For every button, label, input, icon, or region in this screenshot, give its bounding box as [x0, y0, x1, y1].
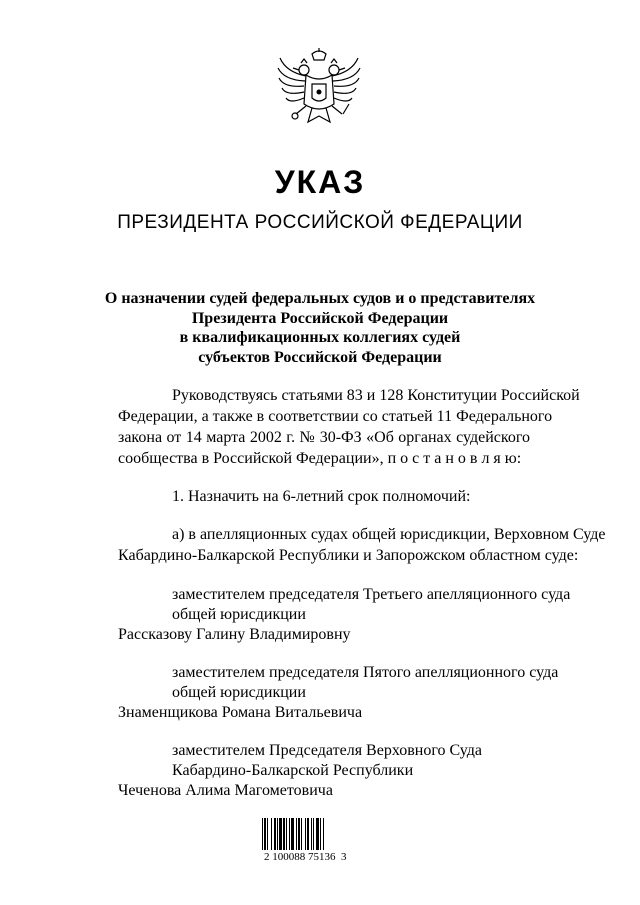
position-line: заместителем председателя Пятого апелляционного суда [172, 664, 559, 681]
position-line: заместителем председателя Третьего апелляционного суда [172, 586, 571, 603]
barcode-bar [267, 818, 268, 850]
position-line: заместителем Председателя Верховного Суда [172, 742, 482, 759]
barcode-bar [289, 818, 290, 850]
heading-line: в квалификационных коллегиях судей [179, 329, 461, 346]
barcode-bar [301, 818, 302, 850]
barcode-bar [279, 818, 282, 850]
heading-line: субъектов Российской Федерации [198, 348, 442, 366]
barcode-bar [307, 818, 309, 850]
barcode-bar [316, 818, 319, 850]
preamble-line: сообщества в Российской Федерации», п о с т а н о в л я ю: [118, 450, 522, 467]
barcode-bar [323, 818, 324, 850]
appointee-name: Чеченова Алима Магометовича [118, 782, 333, 799]
barcode-bar [274, 818, 276, 850]
clause-1: 1. Назначить на 6-летний срок полномочий: [172, 488, 471, 505]
heading-line: Президента Российской Федерации [191, 309, 449, 327]
position-line: Кабардино-Балкарской Республики [172, 762, 414, 779]
preamble-line: Руководствуясь статьями 83 и 128 Конституции Российской [172, 387, 580, 404]
barcode-bar [277, 818, 278, 850]
barcode-bar [305, 818, 306, 850]
subclause-a-line: а) в апелляционных судах общей юрисдикции, Верховном Суде [172, 526, 606, 543]
heading-line: О назначении судей федеральных судов и о представителях [104, 290, 536, 307]
barcode-bar [298, 818, 300, 850]
barcode-bar [296, 818, 297, 850]
decree-subtitle: ПРЕЗИДЕНТА РОССИЙСКОЙ ФЕДЕРАЦИИ [117, 212, 523, 233]
barcode-bar [271, 818, 272, 850]
barcode-bar [311, 818, 312, 850]
barcode-bar [264, 818, 266, 850]
preamble-line: Федерации, а также в соответствии со статьей 11 Федерального [118, 408, 553, 425]
barcode-bar [283, 818, 285, 850]
position-line: общей юрисдикции [172, 606, 306, 623]
coat-of-arms-icon [276, 48, 362, 152]
decree-heading [0, 289, 640, 367]
barcode-bar [313, 818, 314, 850]
barcode [262, 818, 350, 850]
barcode-bar [291, 818, 294, 850]
position-line: общей юрисдикции [172, 684, 306, 701]
barcode-number: 2 100088 75136 3 [264, 851, 347, 863]
subclause-a-line: Кабардино-Балкарской Республики и Запорожском областном суде: [118, 547, 579, 564]
preamble-line: закона от 14 марта 2002 г. № 30-ФЗ «Об органах судейского [118, 429, 530, 446]
appointee-name: Знаменщикова Романа Витальевича [118, 704, 363, 721]
decree-title: УКАЗ [274, 164, 366, 200]
barcode-bar [320, 818, 321, 850]
barcode-bar [286, 818, 287, 850]
barcode-bar [262, 818, 263, 850]
appointee-name: Рассказову Галину Владимировну [118, 626, 351, 643]
